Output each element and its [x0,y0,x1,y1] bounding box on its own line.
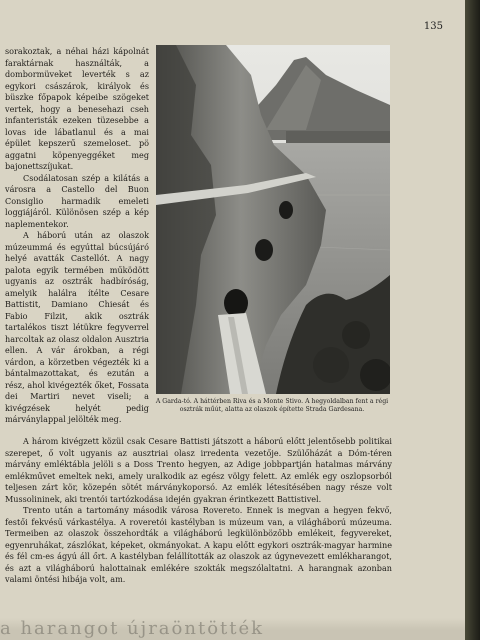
garda-lake-photo [156,45,390,394]
blurred-bottom-line: a harangot újraöntötték [0,618,465,640]
full-width-text [5,436,392,586]
full-paragraph-2: Trento után a tartomány második városa Rovereto. Ennek is megvan a hegyen fekvő, festői fekvésű várkastélya. A roveretói kastélyban is múzeum van, a világháború múzeuma. Termeiben az olaszok összehordták a világháború legkülönbözőbb emlékeit, fegyvereket, egyenruhákat, zászlókat, képeket, okmányokat. A kapu előtt egykori osztrák-magyar harmine és fél cm-es ágyú áll őrt. A kastélyban felállították az olaszok az úgynevezett emlékharangot, és azt a világháború halottainak emlékére szokták megszólaltatni. A harangnak azonban valami öntési hibája volt, am. [5,505,392,584]
book-spine [465,0,480,640]
page-number: 135 [423,21,443,32]
left-text-column [5,46,149,426]
left-paragraph-1: sorakoztak, a néhai házi kápolnát faraktárnak használták, a dombormüveket leverték s az egykori császárok, királyok és büszke főpapok képeibe szögeket vertek, hogy a benesehazi cseh infanteristák ezeken tüzesebbe a lovas ide lábatlanul és a mai épület kepszerű szemeloset. pö aggatni köpenyeggéket meg bajonettszíjukat. [5,46,149,171]
left-paragraph-3: A háború után az olaszok múzeummá és egyúttal búcsújáró helyé avatták Castellót. A nagy palota egyik termében működött ugyanis az osztrák hadbíróság, amelyik halálra ítélte Cesare Battistit, Damiano Chiesát és Fabio Filzit, akik osztrák tartalékos tiszt létükre fegyverrel harcoltak az olasz oldalon Ausztria ellen. A vár árokban, a régi várdon, a körzetben végezték ki a bántalmazottakat, és ezután a rész, ahol kivégezték őket, Fossata dei Martiri nevet viseli; a kivégzések helyét pedig márványlappal jelölték meg. [5,230,149,424]
photo-illustration [156,45,390,394]
left-paragraph-2: Csodálatosan szép a kilátás a városra a Castello del Buon Consiglio harmadik emeleti loggiájáról. Különösen szép a kép naplementekor. [5,172,149,229]
full-paragraph-1: A három kivégzett közül csak Cesare Battisti játszott a háború előtt jelentősebb politikai szerepet, ő volt ugyanis az ausztriai olasz irredenta vezetője. Szülőházát a Dóm-téren márvány emléktábla jelöli s a Doss Trento hegyen, az Adige jobbpartján hatalmas márvány emlékművet emeltek neki, amely uralkodik az egész völgy felett. Az emlék egy oszlopsorból teljesen zárt kör, közepén sötét márványkoporsó. Az emlék létesítésében nagy része volt Mussolininek, aki trentói tartózkodása idején gyakran érintkezett Battistivel. [5,436,392,504]
photo-caption: A Garda-tó. A háttérben Riva és a Monte Stivo. A hegyoldalban fent a régi osztrák műút, alatta az olaszok építette Strada Gardesana. [155,398,389,414]
